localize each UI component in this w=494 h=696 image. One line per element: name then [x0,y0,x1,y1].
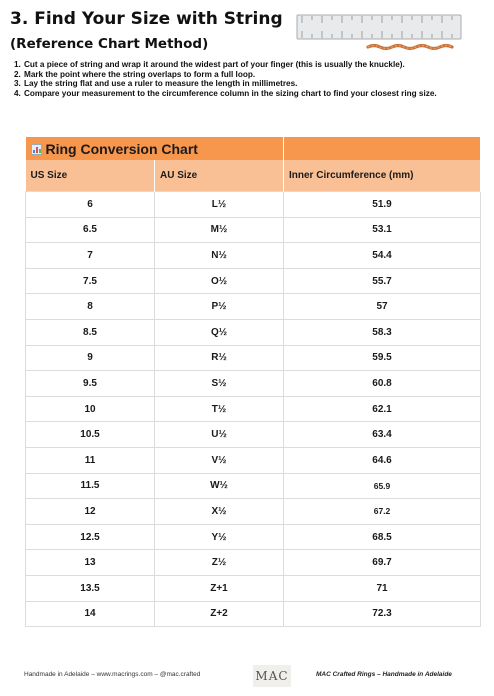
step-number: 1. [14,60,21,69]
circumference-cell: 55.7 [284,268,481,294]
step-number: 4. [14,88,21,98]
table-row [26,192,481,218]
circumference-cell: 67.2 [284,499,481,525]
table-row [26,396,481,422]
instruction-step [14,60,482,70]
au-size-cell: P½ [155,294,284,320]
us-size-cell: 9 [26,345,155,371]
circumference-cell: 69.7 [284,550,481,576]
us-size-cell: 10.5 [26,422,155,448]
table-row [26,601,481,627]
step-text: Cut a piece of string and wrap it around the widest part of your finger (this is usually the knuckle). [24,60,405,69]
footer-contact-text: Handmade in Adelaide – www.macrings.com – @mac.crafted [24,671,201,678]
circumference-cell: 60.8 [284,371,481,397]
us-size-cell: 11 [26,447,155,473]
table-row [26,447,481,473]
page-title: 3. Find Your Size with String [10,9,283,29]
step-number: 2. [14,69,21,79]
ring-conversion-table [25,137,481,627]
table-row [26,422,481,448]
instruction-step [14,70,482,80]
instructions-list [14,60,482,98]
page-subtitle: (Reference Chart Method) [10,36,209,52]
table-row [26,243,481,269]
step-text: Lay the string flat and use a ruler to measure the length in millimetres. [24,79,298,89]
au-size-cell: M½ [155,217,284,243]
circumference-cell: 68.5 [284,524,481,550]
ruler-and-string-image [296,14,462,56]
instruction-step [14,89,482,99]
circumference-cell: 71 [284,575,481,601]
bar-chart-icon [31,144,42,155]
circumference-cell: 58.3 [284,319,481,345]
table-title-spacer [284,137,481,160]
footer-tagline: MAC Crafted Rings – Handmade in Adelaide [316,671,452,678]
circumference-cell: 65.9 [284,473,481,499]
us-size-cell: 12.5 [26,524,155,550]
au-size-cell: X½ [155,499,284,525]
au-size-cell: Y½ [155,524,284,550]
circumference-cell: 54.4 [284,243,481,269]
us-size-cell: 6 [26,192,155,218]
step-text: Compare your measurement to the circumference column in the sizing chart to find your closest ring size. [24,88,437,98]
table-row [26,217,481,243]
circumference-cell: 51.9 [284,192,481,218]
us-size-cell: 8 [26,294,155,320]
column-header-us-size: US Size [26,160,155,192]
au-size-cell: N½ [155,243,284,269]
us-size-cell: 10 [26,396,155,422]
step-text: Mark the point where the string overlaps to form a full loop. [24,69,256,79]
au-size-cell: T½ [155,396,284,422]
au-size-cell: S½ [155,371,284,397]
circumference-cell: 59.5 [284,345,481,371]
table-row [26,371,481,397]
circumference-cell: 57 [284,294,481,320]
table-row [26,345,481,371]
mac-logo: MAC [253,665,291,687]
au-size-cell: Q½ [155,319,284,345]
au-size-cell: U½ [155,422,284,448]
au-size-cell: Z+1 [155,575,284,601]
us-size-cell: 7 [26,243,155,269]
table-row [26,499,481,525]
table-row [26,319,481,345]
au-size-cell: O½ [155,268,284,294]
footer [24,664,484,688]
au-size-cell: Z+2 [155,601,284,627]
us-size-cell: 6.5 [26,217,155,243]
table-header-row [26,160,481,192]
us-size-cell: 11.5 [26,473,155,499]
column-header-au-size: AU Size [155,160,284,192]
table-title-cell [26,137,284,160]
us-size-cell: 13 [26,550,155,576]
table-title-row [26,137,481,160]
circumference-cell: 53.1 [284,217,481,243]
au-size-cell: L½ [155,192,284,218]
au-size-cell: V½ [155,447,284,473]
table-title: Ring Conversion Chart [45,140,198,157]
circumference-cell: 72.3 [284,601,481,627]
us-size-cell: 8.5 [26,319,155,345]
circumference-cell: 62.1 [284,396,481,422]
table-row [26,473,481,499]
au-size-cell: R½ [155,345,284,371]
us-size-cell: 13.5 [26,575,155,601]
table-row [26,575,481,601]
us-size-cell: 14 [26,601,155,627]
table-row [26,524,481,550]
us-size-cell: 7.5 [26,268,155,294]
step-number: 3. [14,79,21,89]
circumference-cell: 63.4 [284,422,481,448]
table-row [26,550,481,576]
us-size-cell: 9.5 [26,371,155,397]
table-row [26,294,481,320]
circumference-cell: 64.6 [284,447,481,473]
table-body [26,192,481,627]
table-row [26,268,481,294]
column-header-inner-circumference: Inner Circumference (mm) [284,160,481,192]
us-size-cell: 12 [26,499,155,525]
au-size-cell: Z½ [155,550,284,576]
instruction-step [14,79,482,89]
au-size-cell: W½ [155,473,284,499]
